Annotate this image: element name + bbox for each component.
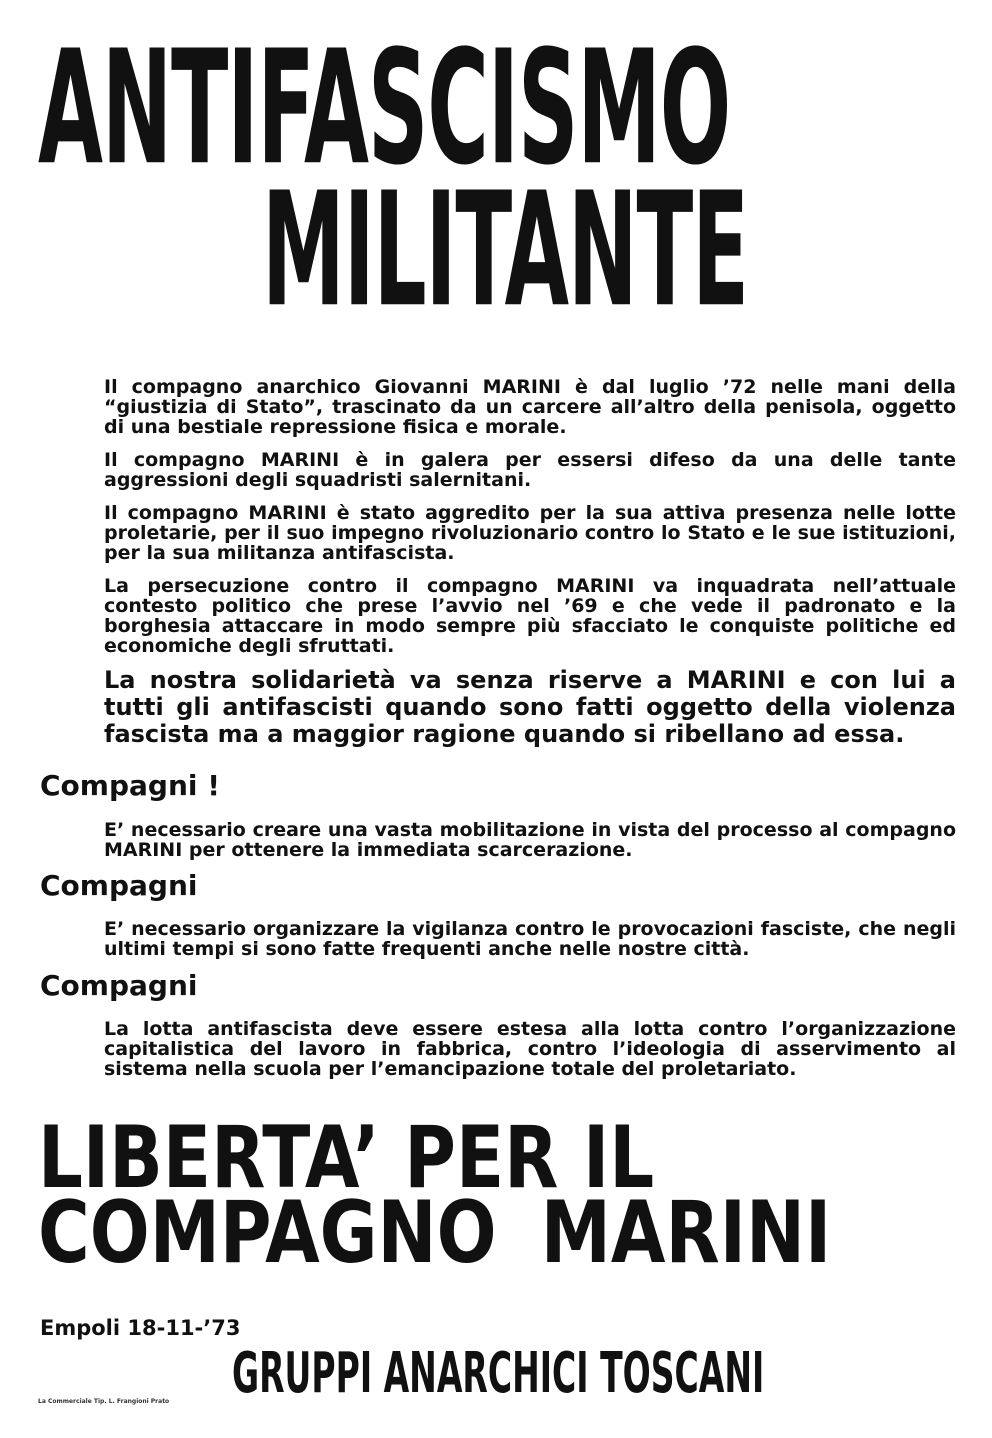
section-text-3: La lotta antifascista deve essere estesa alla lotta contro l’organizzazione capitalistica del lavoro in fabbrica, contro l’ideologia di asservimento al sistema nella scuola per l’emancipazione totale del proletariato. <box>104 1018 956 1080</box>
intro-paragraph-2: Il compagno MARINI è in galera per essersi difeso da una delle tante aggressioni degli squadristi salernitani. <box>104 449 956 491</box>
section-text-2: E’ necessario organizzare la vigilanza contro le provocazioni fasciste, che negli ultimi tempi si sono fatte frequenti anche nelle nostre città. <box>104 918 956 960</box>
section-heading-2: Compagni <box>40 869 198 902</box>
section-text-1: E’ necessario creare una vasta mobilitazione in vista del processo al compagno MARINI per ottenere la immediata scarcerazione. <box>104 819 956 861</box>
section-heading-1: Compagni ! <box>40 769 220 802</box>
slogan-line-1: LIBERTA’ PER IL <box>38 1108 655 1208</box>
intro-paragraph-1: Il compagno anarchico Giovanni MARINI è dal luglio ’72 nelle mani della “giustizia di Stato”, trascinato da un carcere all’altro della penisola, oggetto di una bestiale repressione fisica e morale. <box>104 376 956 438</box>
printer-credit: La Commerciale Tip. L. Frangioni Prato <box>38 1398 170 1405</box>
intro-paragraph-3: Il compagno MARINI è stato aggredito per la sua attiva presenza nelle lotte proletarie, per il suo impegno rivoluzionario contro lo Stato e le sue istituzioni, per la sua militanza antifascista. <box>104 502 956 564</box>
place-date: Empoli 18-11-’73 <box>40 1316 241 1340</box>
slogan-line-2: COMPAGNO MARINI <box>38 1183 832 1283</box>
intro-paragraph-4: La persecuzione contro il compagno MARINI va inquadrata nell’attuale contesto politico che prese l’avvio nel ’69 e che vede il padronato e la borghesia attaccare in modo sempre più sfacciato le conquiste politiche ed economiche degli sfruttati. <box>104 575 956 657</box>
poster-title-line-2: MILITANTE <box>262 159 748 343</box>
section-heading-3: Compagni <box>40 969 198 1002</box>
signature-organization: GRUPPI ANARCHICI TOSCANI <box>232 1341 765 1406</box>
solidarity-statement: La nostra solidarietà va senza riserve a MARINI e con lui a tutti gli antifascisti quando sono fatti oggetto della violenza fascista ma a maggior ragione quando si ribellano ad essa. <box>104 666 956 748</box>
poster-title-line-1: ANTIFASCISMO <box>38 17 731 201</box>
